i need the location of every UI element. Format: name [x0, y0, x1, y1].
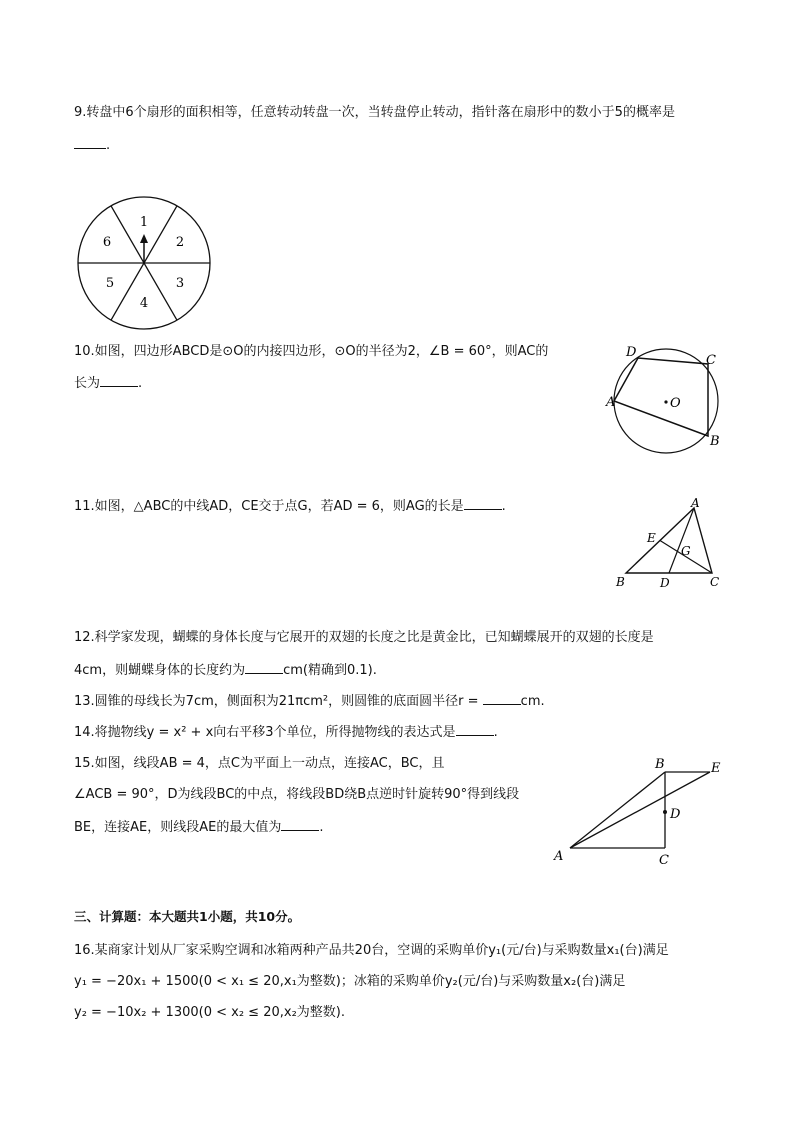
q9-end: .: [106, 138, 111, 153]
q14-end: .: [493, 725, 498, 740]
answer-blank-q9[interactable]: [74, 136, 106, 149]
q16-text-line3: y₂ = −10x₂ + 1300(0 < x₂ ≤ 20,x₂为整数).: [74, 1005, 345, 1020]
sector-label-4: 4: [139, 296, 149, 311]
sector-label-2: 2: [175, 235, 185, 250]
q12-prefix: 4cm，则蝴蝶身体的长度约为: [74, 663, 246, 678]
q14-prefix: 14.将抛物线y = x² + x向右平移3个单位，所得抛物线的表达式是: [74, 725, 456, 740]
label-c: C: [659, 853, 669, 868]
label-b: B: [655, 757, 665, 772]
label-b: B: [616, 575, 625, 589]
q15-end: .: [319, 820, 324, 835]
q16-text-line2: y₁ = −20x₁ + 1500(0 < x₁ ≤ 20,x₁为整数)；冰箱的采购单价y₂(元/台)与采购数量x₂(台)满足: [74, 974, 626, 989]
q13-text: [74, 692, 545, 711]
answer-blank-q14[interactable]: [456, 723, 494, 736]
section-3-title: 三、计算题：本大题共1小题，共10分。: [74, 909, 301, 924]
answer-blank-q12[interactable]: [245, 661, 283, 674]
center-point-o: [664, 400, 667, 403]
q15-text-line2: ∠ACB = 90°，D为线段BC的中点，将线段BD绕B点逆时针旋转90°得到线段: [74, 787, 520, 802]
label-a: A: [554, 849, 564, 864]
q16-text-line1: 16.某商家计划从厂家采购空调和冰箱两种产品共20台，空调的采购单价y₁(元/台)与采购数量x₁(台)满足: [74, 943, 669, 958]
spinner-figure: [74, 196, 216, 332]
label-d: D: [660, 576, 670, 590]
q12-text-line2: [74, 661, 377, 680]
label-c: C: [706, 353, 716, 368]
answer-blank-q11[interactable]: [464, 497, 502, 510]
q12-end: cm(精确到0.1).: [283, 663, 377, 678]
q10-text-line2: [74, 374, 142, 393]
q11-prefix: 11.如图，△ABC的中线AD，CE交于点G，若AD = 6，则AG的长是: [74, 499, 464, 514]
sector-label-6: 6: [102, 235, 112, 250]
q15-prefix: BE，连接AE，则线段AE的最大值为: [74, 820, 282, 835]
q15-text-line3: [74, 818, 324, 837]
sector-label-3: 3: [175, 276, 185, 291]
q15-text-line1: 15.如图，线段AB = 4，点C为平面上一动点，连接AC，BC，且: [74, 756, 445, 771]
point-d: [663, 810, 667, 814]
answer-blank-q13[interactable]: [483, 692, 521, 705]
q11-text-line1: [74, 497, 506, 516]
answer-blank-q15[interactable]: [281, 818, 319, 831]
label-c: C: [710, 575, 720, 589]
figure-triangle-medians: [610, 496, 728, 590]
answer-blank-q10[interactable]: [100, 374, 138, 387]
q10-text-line1: 10.如图，四边形ABCD是⊙O的内接四边形，⊙O的半径为2，∠B = 60°，则AC的: [74, 344, 549, 359]
q10-end: .: [138, 376, 143, 391]
q13-end: cm.: [520, 694, 545, 709]
label-d: D: [626, 345, 637, 360]
q11-end: .: [501, 499, 506, 514]
label-d: D: [670, 807, 681, 822]
q13-prefix: 13.圆锥的母线长为7cm，侧面积为21πcm²，则圆锥的底面圆半径r =: [74, 694, 479, 709]
label-g: G: [681, 544, 691, 558]
q14-text: [74, 723, 498, 742]
label-b: B: [710, 434, 720, 449]
label-a: A: [606, 395, 616, 410]
sector-label-5: 5: [105, 276, 115, 291]
figure-rotation: [550, 754, 728, 870]
label-e: E: [647, 531, 656, 545]
q10-prefix: 长为: [74, 376, 101, 391]
label-e: E: [711, 761, 721, 776]
label-o: O: [670, 396, 681, 411]
q12-text-line1: 12.科学家发现，蝴蝶的身体长度与它展开的双翅的长度之比是黄金比，已知蝴蝶展开的双翅的长度是: [74, 630, 654, 645]
pointer-arrowhead-icon: [140, 234, 148, 243]
q9-text-line1: 9.转盘中6个扇形的面积相等，任意转动转盘一次，当转盘停止转动，指针落在扇形中的数小于5的概率是: [74, 105, 675, 120]
q9-text-line2: [74, 136, 110, 155]
figure-cyclic-quadrilateral: [596, 344, 728, 456]
sector-label-1: 1: [139, 215, 149, 230]
label-a: A: [691, 496, 700, 510]
